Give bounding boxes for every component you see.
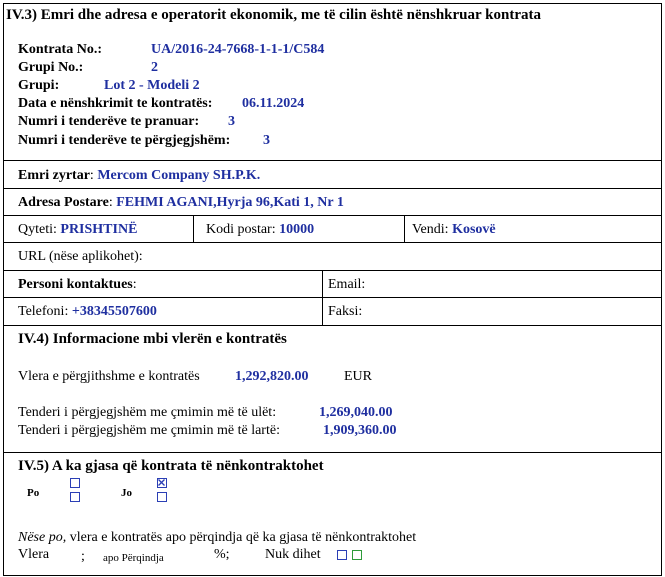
total-value: 1,292,820.00 bbox=[235, 369, 309, 384]
url-label: URL (nëse aplikohet): bbox=[18, 249, 143, 264]
if-yes-row bbox=[18, 530, 416, 546]
phone-value: +38345507600 bbox=[71, 304, 157, 319]
col-divider bbox=[193, 215, 194, 242]
country-value: Kosovë bbox=[452, 222, 496, 237]
official-name-value: Mercom Company SH.P.K. bbox=[97, 168, 261, 183]
value-semicolon: ; bbox=[81, 549, 85, 564]
sign-date-label: Data e nënshkrimit te kontratës: bbox=[18, 96, 213, 111]
contract-no-value: UA/2016-24-7668-1-1-1/C584 bbox=[151, 42, 325, 57]
city-cell bbox=[18, 222, 137, 238]
col-divider bbox=[322, 270, 323, 326]
lowest-label: Tenderi i përgjegjshëm me çmimin më të ulët: bbox=[18, 405, 277, 420]
unknown-checkbox-green[interactable] bbox=[352, 550, 362, 560]
section-iv5-title: IV.5) A ka gjasa që kontrata të nënkontraktohet bbox=[18, 458, 324, 474]
contact-person-cell: Personi kontaktues: bbox=[18, 277, 137, 292]
postal-address-value: FEHMI AGANI,Hyrja 96,Kati 1, Nr 1 bbox=[116, 195, 344, 210]
phone-cell bbox=[18, 304, 157, 320]
city-label: Qyteti: bbox=[18, 222, 57, 237]
no-label: Jo bbox=[121, 487, 132, 499]
operator-table bbox=[3, 160, 662, 326]
yes-label: Po bbox=[27, 487, 40, 499]
postal-address-row: Adresa Postare: FEHMI AGANI,Hyrja 96,Kati 1, Nr 1 bbox=[18, 195, 344, 210]
country-label: Vendi: bbox=[412, 222, 449, 237]
contract-no-label: Kontrata No.: bbox=[18, 42, 102, 57]
sign-date-value: 06.11.2024 bbox=[242, 96, 305, 111]
currency: EUR bbox=[344, 369, 372, 384]
postal-code-cell bbox=[206, 222, 314, 238]
tenders-received-label: Numri i tenderëve te pranuar: bbox=[18, 114, 200, 129]
total-value-label: Vlera e përgjithshme e kontratës bbox=[18, 369, 200, 384]
if-yes-text: vlera e kontratës apo përqindja që ka gjasa të nënkontraktohet bbox=[69, 530, 417, 545]
no-checkbox-bottom[interactable] bbox=[157, 492, 167, 502]
tenders-responsive-label: Numri i tenderëve te përgjegjshëm: bbox=[18, 133, 231, 148]
unknown-checkbox-blue[interactable] bbox=[337, 550, 347, 560]
highest-value: 1,909,360.00 bbox=[323, 423, 397, 438]
col-divider bbox=[404, 215, 405, 242]
country-cell bbox=[412, 222, 496, 238]
phone-label: Telefoni: bbox=[18, 304, 69, 319]
lowest-value: 1,269,040.00 bbox=[319, 405, 393, 420]
no-checkbox-checked[interactable] bbox=[157, 478, 167, 488]
or-percent-label: apo Përqindja bbox=[103, 552, 164, 564]
group-no-label: Grupi No.: bbox=[18, 60, 84, 75]
contract-notice-page bbox=[3, 3, 662, 576]
value-label: Vlera bbox=[18, 547, 50, 562]
email-label: Email: bbox=[328, 277, 366, 292]
tenders-received-value: 3 bbox=[228, 114, 235, 129]
check-x-icon bbox=[158, 479, 165, 486]
official-name-row: Emri zyrtar: Mercom Company SH.P.K. bbox=[18, 168, 261, 183]
group-label: Grupi: bbox=[18, 78, 60, 93]
row-divider bbox=[3, 242, 662, 243]
group-no-value: 2 bbox=[151, 60, 158, 75]
tenders-responsive-value: 3 bbox=[263, 133, 270, 148]
fax-label: Faksi: bbox=[328, 304, 363, 319]
postal-code-label: Kodi postar: bbox=[206, 222, 276, 237]
row-divider bbox=[3, 297, 662, 298]
postal-code-value: 10000 bbox=[279, 222, 315, 237]
highest-label: Tenderi i përgjegjshëm me çmimin më të lartë: bbox=[18, 423, 280, 438]
city-value: PRISHTINË bbox=[60, 222, 138, 237]
if-yes-label: Nëse po, bbox=[18, 530, 67, 545]
percent-suffix: %; bbox=[214, 547, 230, 562]
contact-person-label: Personi kontaktues bbox=[18, 277, 133, 292]
row-divider bbox=[3, 270, 662, 271]
row-divider bbox=[3, 188, 662, 189]
row-divider bbox=[3, 215, 662, 216]
section-iv3-title: IV.3) Emri dhe adresa e operatorit ekonomik, me të cilin është nënshkruar kontrata bbox=[6, 7, 541, 23]
unknown-label: Nuk dihet bbox=[265, 547, 321, 562]
yes-checkbox-bottom[interactable] bbox=[70, 492, 80, 502]
official-name-label: Emri zyrtar bbox=[18, 168, 90, 183]
group-value: Lot 2 - Modeli 2 bbox=[104, 78, 200, 93]
section-iv4-title: IV.4) Informacione mbi vlerën e kontratës bbox=[18, 331, 287, 347]
postal-address-label: Adresa Postare bbox=[18, 195, 109, 210]
yes-checkbox-top[interactable] bbox=[70, 478, 80, 488]
